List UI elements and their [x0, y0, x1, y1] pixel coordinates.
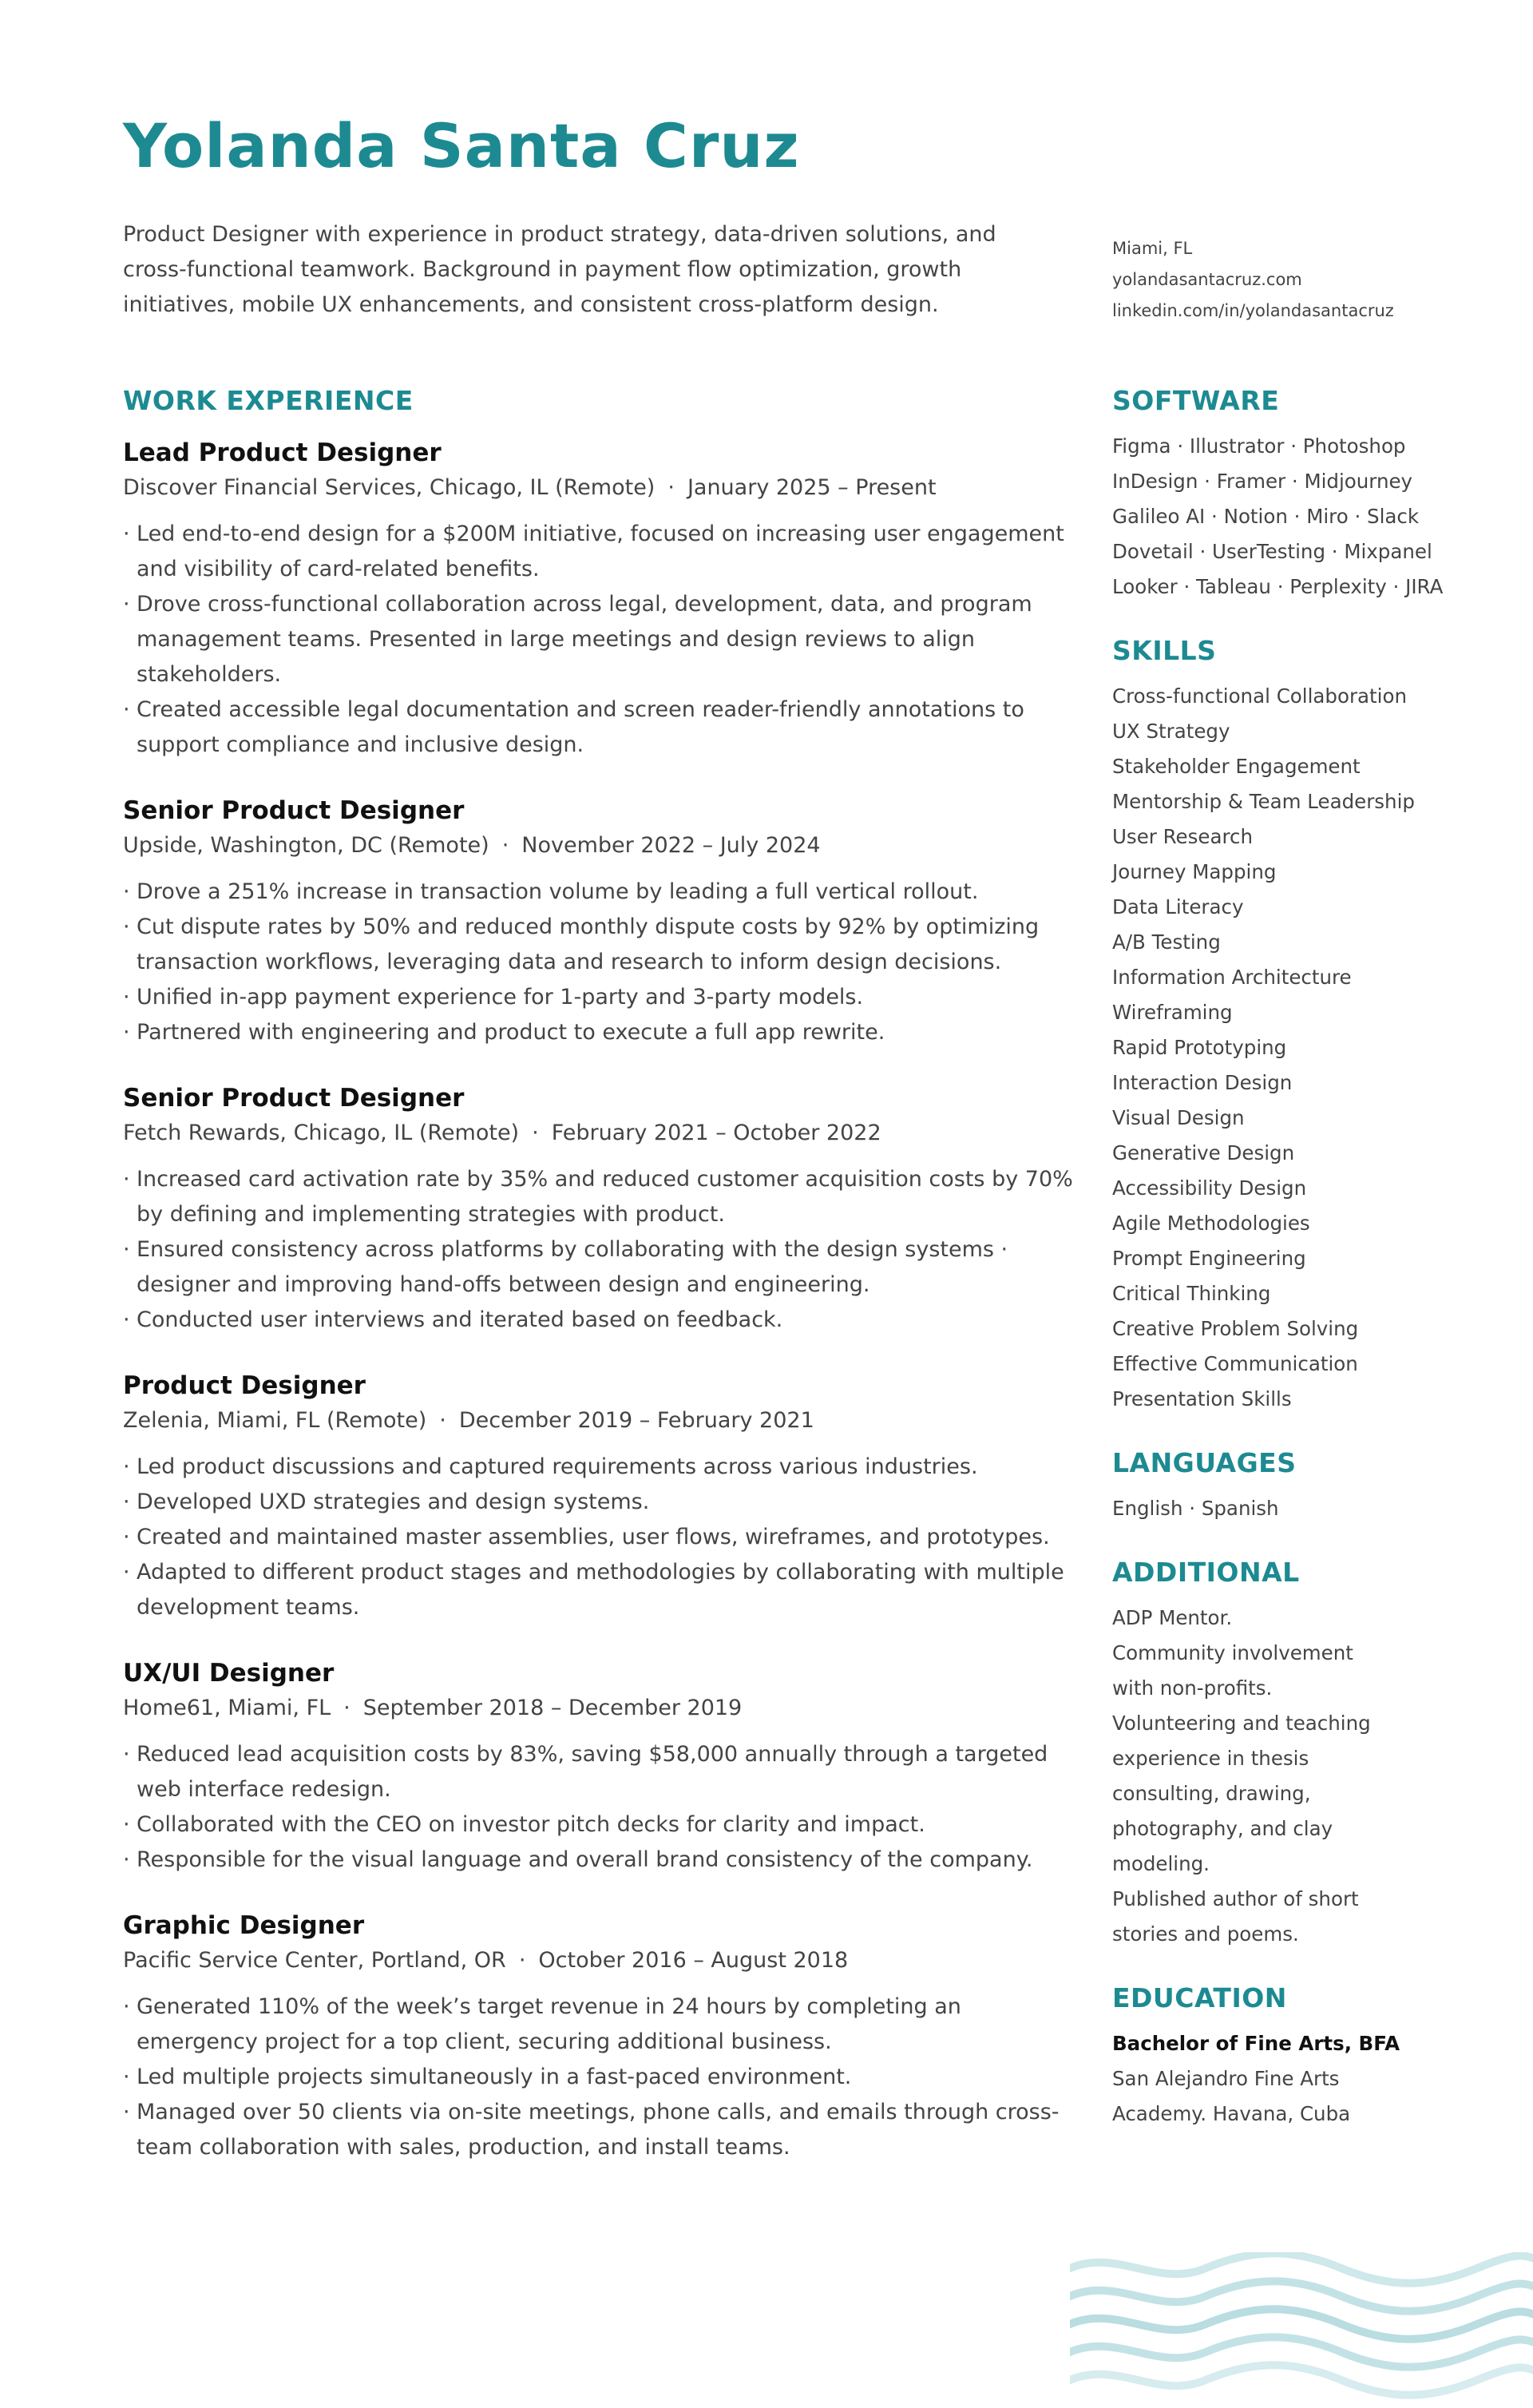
- skill-item: Generative Design: [1112, 1141, 1295, 1164]
- separator-dot: ·: [343, 1696, 351, 1720]
- languages-heading: LANGUAGES: [1112, 1447, 1297, 1478]
- job-bullet: · Led product discussions and captured requirements across various industries.: [123, 1450, 1073, 1485]
- job-meta: [123, 828, 1073, 863]
- additional-section: [1112, 1557, 1480, 1952]
- skills-list: [1112, 679, 1480, 1417]
- job-meta: [123, 470, 1073, 506]
- skill-item: Cross-functional Collaboration: [1112, 684, 1407, 708]
- job-bullet: · Led multiple projects simultaneously in a fast-paced environment.: [123, 2060, 1073, 2095]
- job-bullet: · Collaborated with the CEO on investor pitch decks for clarity and impact.: [123, 1807, 1073, 1843]
- skill-item: Wireframing: [1112, 1001, 1233, 1024]
- education-section: [1112, 1982, 1480, 2132]
- location-text: Miami, FL: [1112, 239, 1193, 258]
- software-line: Looker · Tableau · Perplexity · JIRA: [1112, 575, 1444, 598]
- job-dates: February 2021 – October 2022: [551, 1121, 881, 1145]
- wave-line: [1070, 2309, 1533, 2339]
- job-title: Lead Product Designer: [123, 438, 442, 467]
- job-title: Product Designer: [123, 1371, 366, 1400]
- job-bullet: · Led end-to-end design for a $200M initiative, focused on increasing user engagement and visibility of card-related benefits.: [123, 517, 1073, 587]
- job-title: Graphic Designer: [123, 1911, 365, 1940]
- job-bullet: · Drove cross-functional collaboration across legal, development, data, and program management teams. Presented in large meetings and design reviews to align stakeholders.: [123, 587, 1073, 692]
- job-company: Zelenia, Miami, FL (Remote): [123, 1408, 427, 1433]
- job-bullet: · Reduced lead acquisition costs by 83%, saving $58,000 annually through a targeted web interface redesign.: [123, 1737, 1073, 1807]
- software-line: Figma · Illustrator · Photoshop: [1112, 434, 1406, 458]
- sidebar: [1112, 385, 1480, 2162]
- skill-item: Interaction Design: [1112, 1071, 1293, 1094]
- skill-item: Data Literacy: [1112, 895, 1244, 918]
- job-bullet: · Ensured consistency across platforms by collaborating with the design systems · designer and improving hand-offs between design and engineering.: [123, 1232, 1073, 1303]
- job-bullet: · Drove a 251% increase in transaction volume by leading a full vertical rollout.: [123, 875, 1073, 910]
- profile-summary: Product Designer with experience in product strategy, data-driven solutions, and cross-functional teamwork. Background in payment flow optimization, growth initiatives, mobile UX enhancements, and consistent cross-platform design.: [123, 222, 996, 317]
- job-bullet: · Adapted to different product stages and methodologies by collaborating with multiple development teams.: [123, 1555, 1073, 1625]
- software-list: [1112, 429, 1480, 605]
- wave-decoration: [1070, 2252, 1533, 2408]
- skill-item: Rapid Prototyping: [1112, 1036, 1287, 1059]
- separator-dot: ·: [518, 1948, 526, 1973]
- education-school: San Alejandro Fine Arts Academy. Havana, Cuba: [1112, 2067, 1351, 2125]
- skill-item: Mentorship & Team Leadership: [1112, 790, 1415, 813]
- work-experience-section: [123, 385, 1073, 2197]
- job-entry: [123, 1910, 1073, 2165]
- job-entry: [123, 1082, 1073, 1338]
- languages-list: [1112, 1491, 1480, 1526]
- job-company: Upside, Washington, DC (Remote): [123, 833, 489, 858]
- skill-item: Prompt Engineering: [1112, 1247, 1306, 1270]
- job-bullet: · Responsible for the visual language and overall brand consistency of the company.: [123, 1843, 1073, 1878]
- job-dates: January 2025 – Present: [687, 475, 937, 500]
- job-bullets: [123, 875, 1073, 1050]
- job-bullet: · Increased card activation rate by 35% and reduced customer acquisition costs by 70% by defining and implementing strategies with product.: [123, 1162, 1073, 1232]
- job-bullet: · Partnered with engineering and product to execute a full app rewrite.: [123, 1015, 1073, 1050]
- job-title: Senior Product Designer: [123, 1084, 465, 1113]
- languages-text: English · Spanish: [1112, 1497, 1279, 1520]
- linkedin-link[interactable]: linkedin.com/in/yolandasantacruz: [1112, 301, 1394, 320]
- job-bullet: · Generated 110% of the week’s target revenue in 24 hours by completing an emergency project for a top client, securing additional business.: [123, 1989, 1073, 2060]
- skill-item: Creative Problem Solving: [1112, 1317, 1359, 1340]
- job-bullets: [123, 1162, 1073, 1338]
- job-bullets: [123, 1737, 1073, 1878]
- wave-line: [1070, 2337, 1533, 2367]
- website-link[interactable]: yolandasantacruz.com: [1112, 270, 1302, 289]
- job-dates: September 2018 – December 2019: [362, 1696, 743, 1720]
- job-meta: [123, 1943, 1073, 1978]
- additional-item: Published author of short stories and poems.: [1112, 1887, 1359, 1946]
- job-company: Home61, Miami, FL: [123, 1696, 331, 1720]
- job-entry: [123, 437, 1073, 763]
- job-bullets: [123, 517, 1073, 763]
- additional-item: Community involvement with non-profits.: [1112, 1641, 1353, 1700]
- education-list: [1112, 2026, 1408, 2132]
- skill-item: Stakeholder Engagement: [1112, 755, 1361, 778]
- wave-line: [1070, 2253, 1533, 2283]
- job-company: Discover Financial Services, Chicago, IL (Remote): [123, 475, 656, 500]
- job-title: UX/UI Designer: [123, 1659, 335, 1688]
- job-dates: November 2022 – July 2024: [521, 833, 821, 858]
- wave-line: [1070, 2281, 1533, 2311]
- job-bullet: · Developed UXD strategies and design systems.: [123, 1485, 1073, 1520]
- additional-heading: ADDITIONAL: [1112, 1557, 1300, 1588]
- candidate-name: Yolanda Santa Cruz: [123, 110, 800, 181]
- job-entry: [123, 1657, 1073, 1878]
- contact-block: [1112, 233, 1394, 327]
- skills-section: [1112, 635, 1480, 1417]
- skill-item: Agile Methodologies: [1112, 1212, 1310, 1235]
- skill-item: Presentation Skills: [1112, 1387, 1292, 1410]
- job-dates: October 2016 – August 2018: [538, 1948, 849, 1973]
- software-line: InDesign · Framer · Midjourney: [1112, 470, 1413, 493]
- skill-item: Accessibility Design: [1112, 1176, 1307, 1200]
- job-dates: December 2019 – February 2021: [458, 1408, 814, 1433]
- job-list: [123, 437, 1073, 2165]
- additional-list: [1112, 1601, 1376, 1952]
- job-bullets: [123, 1989, 1073, 2165]
- job-meta: [123, 1403, 1073, 1438]
- job-meta: [123, 1116, 1073, 1151]
- software-line: Galileo AI · Notion · Miro · Slack: [1112, 505, 1420, 528]
- skills-heading: SKILLS: [1112, 635, 1217, 666]
- separator-dot: ·: [439, 1408, 446, 1433]
- software-section: [1112, 385, 1480, 605]
- job-company: Fetch Rewards, Chicago, IL (Remote): [123, 1121, 520, 1145]
- job-bullet: · Conducted user interviews and iterated based on feedback.: [123, 1303, 1073, 1338]
- software-heading: SOFTWARE: [1112, 385, 1280, 416]
- job-title: Senior Product Designer: [123, 796, 465, 825]
- job-bullet: · Cut dispute rates by 50% and reduced monthly dispute costs by 92% by optimizing transaction workflows, leveraging data and research to inform design decisions.: [123, 910, 1073, 980]
- skill-item: Journey Mapping: [1112, 860, 1277, 883]
- job-bullet: · Created accessible legal documentation and screen reader-friendly annotations to support compliance and inclusive design.: [123, 692, 1073, 763]
- job-bullet: · Created and maintained master assemblies, user flows, wireframes, and prototypes.: [123, 1520, 1073, 1555]
- software-line: Dovetail · UserTesting · Mixpanel: [1112, 540, 1432, 563]
- job-entry: [123, 1370, 1073, 1625]
- wave-line: [1070, 2365, 1533, 2395]
- job-bullet: · Managed over 50 clients via on-site meetings, phone calls, and emails through cross-team collaboration with sales, production, and install teams.: [123, 2095, 1073, 2165]
- skill-item: A/B Testing: [1112, 930, 1221, 954]
- skill-item: Critical Thinking: [1112, 1282, 1271, 1305]
- skill-item: UX Strategy: [1112, 720, 1230, 743]
- education-degree: Bachelor of Fine Arts, BFA: [1112, 2032, 1400, 2055]
- separator-dot: ·: [532, 1121, 539, 1145]
- job-entry: [123, 795, 1073, 1050]
- job-bullet: · Unified in-app payment experience for 1-party and 3-party models.: [123, 980, 1073, 1015]
- work-experience-heading: WORK EXPERIENCE: [123, 385, 414, 416]
- skill-item: Information Architecture: [1112, 966, 1352, 989]
- skill-item: User Research: [1112, 825, 1254, 848]
- additional-item: Volunteering and teaching experience in thesis consulting, drawing, photography, and clay modeling.: [1112, 1712, 1371, 1875]
- languages-section: [1112, 1447, 1480, 1526]
- education-heading: EDUCATION: [1112, 1982, 1287, 2013]
- separator-dot: ·: [667, 475, 675, 500]
- separator-dot: ·: [501, 833, 509, 858]
- job-bullets: [123, 1450, 1073, 1625]
- skill-item: Visual Design: [1112, 1106, 1245, 1129]
- job-meta: [123, 1691, 1073, 1726]
- skill-item: Effective Communication: [1112, 1352, 1358, 1375]
- additional-item: ADP Mentor.: [1112, 1606, 1233, 1629]
- job-company: Pacific Service Center, Portland, OR: [123, 1948, 506, 1973]
